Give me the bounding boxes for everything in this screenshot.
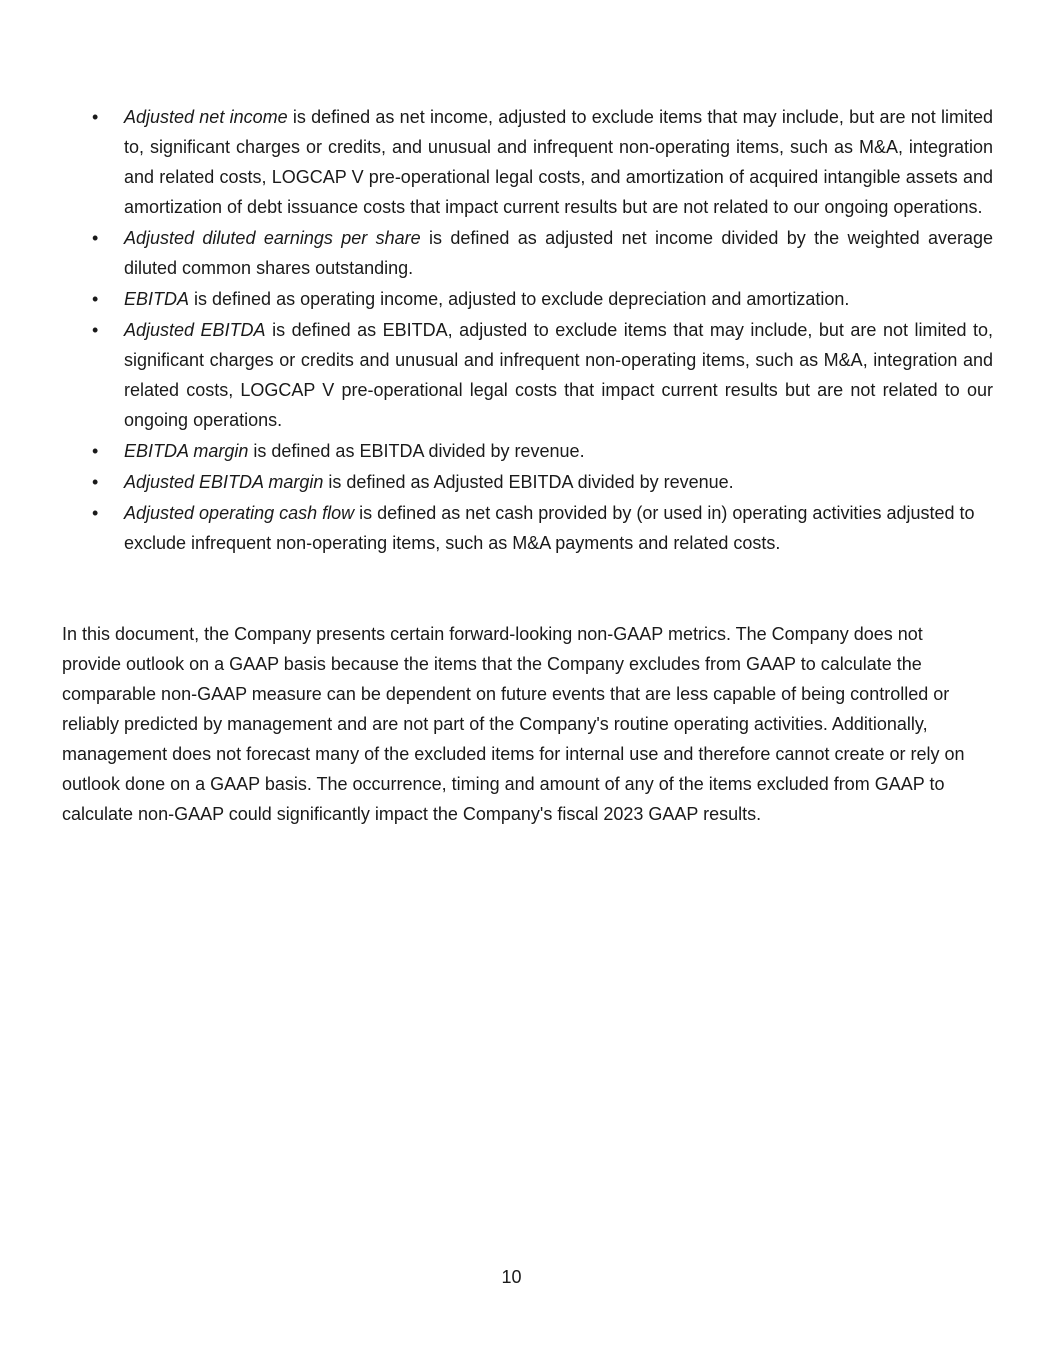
bullet-icon: • xyxy=(92,441,99,461)
definition-text: is defined as adjusted net income divided by the weighted average diluted common shares outstanding. xyxy=(124,228,993,278)
definition-text: is defined as EBITDA divided by revenue. xyxy=(248,441,585,461)
definition-term: EBITDA margin xyxy=(124,441,249,461)
definition-adjusted-ebitda-margin xyxy=(92,467,993,497)
definition-term: EBITDA xyxy=(124,289,190,309)
definition-text: is defined as operating income, adjusted to exclude depreciation and amortization. xyxy=(189,289,850,309)
bullet-icon: • xyxy=(92,107,99,127)
page-number: 10 xyxy=(501,1267,522,1287)
bullet-icon: • xyxy=(92,228,99,248)
definition-ebitda xyxy=(92,284,993,314)
definition-adjusted-operating-cash-flow xyxy=(92,498,993,558)
bullet-icon: • xyxy=(92,320,99,340)
definition-term: Adjusted EBITDA xyxy=(124,320,266,340)
bullet-icon: • xyxy=(92,472,99,492)
definition-adjusted-diluted-eps xyxy=(92,223,993,283)
definition-adjusted-net-income xyxy=(92,102,993,222)
definition-text: is defined as net income, adjusted to exclude items that may include, but are not limited to, significant charges or credits, and unusual and infrequent non-operating items, such as M&A, integration and related costs, LOGCAP V pre-operational legal costs, and amortization of acquired intangible assets and amortization of debt issuance costs that impact current results but are not related to our ongoing operations. xyxy=(124,107,993,217)
definition-text: is defined as net cash provided by (or used in) operating activities adjusted to exclude infrequent non-operating items, such as M&A payments and related costs. xyxy=(124,503,975,553)
definition-text: is defined as EBITDA, adjusted to exclude items that may include, but are not limited to, significant charges or credits and unusual and infrequent non-operating items, such as M&A, integration and related costs, LOGCAP V pre-operational legal costs that impact current results but are not related to our ongoing operations. xyxy=(124,320,993,430)
definition-text: is defined as Adjusted EBITDA divided by revenue. xyxy=(323,472,734,492)
definition-term: Adjusted diluted earnings per share xyxy=(124,228,421,248)
bullet-icon: • xyxy=(92,289,99,309)
bullet-icon: • xyxy=(92,503,99,523)
definition-term: Adjusted net income xyxy=(124,107,288,127)
definition-term: Adjusted operating cash flow xyxy=(124,503,355,523)
definition-term: Adjusted EBITDA margin xyxy=(124,472,324,492)
definitions-list xyxy=(92,102,993,559)
definition-ebitda-margin xyxy=(92,436,993,466)
definition-adjusted-ebitda xyxy=(92,315,993,435)
non-gaap-outlook-paragraph: In this document, the Company presents certain forward-looking non-GAAP metrics. The Company does not provide outlook on a GAAP basis because the items that the Company excludes from GAAP to calculate the comparable non-GAAP measure can be dependent on future events that are less capable of being controlled or reliably predicted by management and are not part of the Company's routine operating activities. Additionally, management does not forecast many of the excluded items for internal use and therefore cannot create or rely on outlook done on a GAAP basis. The occurrence, timing and amount of any of the items excluded from GAAP to calculate non-GAAP could significantly impact the Company's fiscal 2023 GAAP results. xyxy=(62,624,965,824)
